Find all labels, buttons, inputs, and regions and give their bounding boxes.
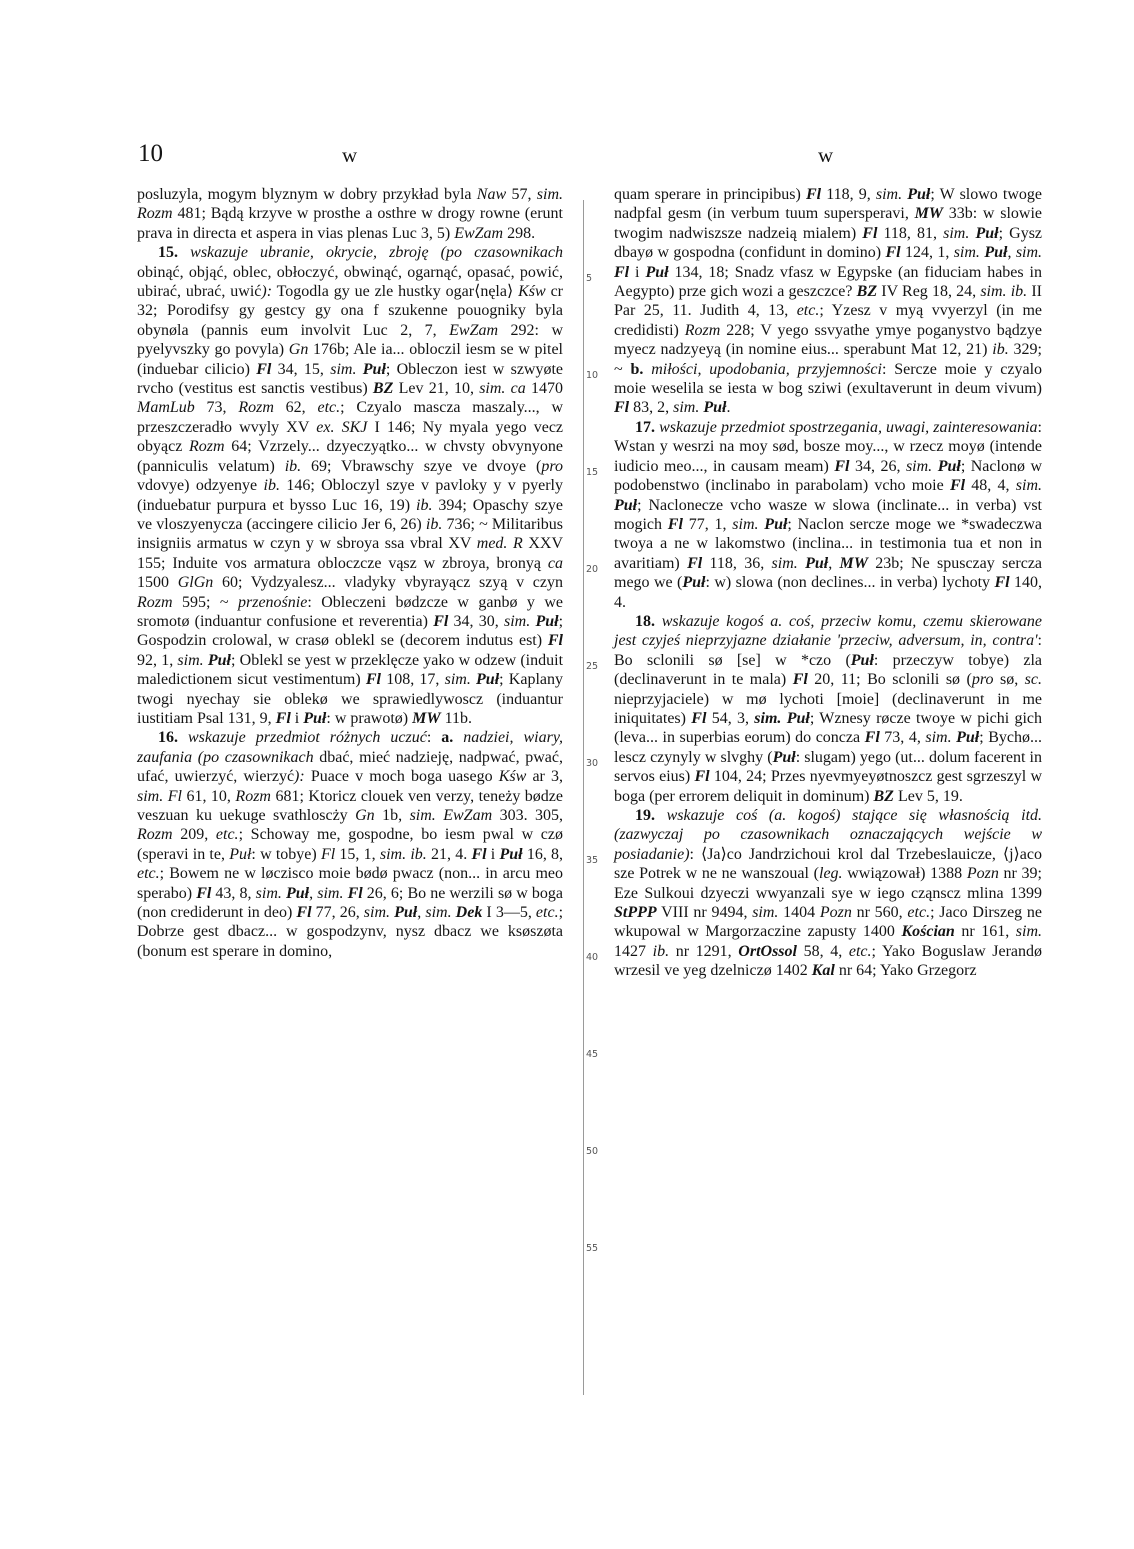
text-run: Fl (792, 671, 808, 689)
entry-paragraph (614, 418, 1042, 612)
text-run: R (513, 535, 523, 553)
text-run: 15, 1, (335, 845, 380, 863)
text-run: ; Schoway me, gospodne, bo iesm pwal w czø (speravi in te, (137, 826, 563, 863)
text-run: 16. (158, 729, 178, 747)
text-run: Pozn (819, 904, 852, 922)
line-number: 10 (586, 369, 599, 381)
text-run: Fl (167, 787, 182, 805)
text-run: Puł (535, 612, 559, 630)
text-run: 69; Vbrawschy szye ve dvoye ( (301, 457, 542, 475)
text-run: 54, 3, (706, 709, 755, 727)
text-run: Fl (834, 457, 850, 475)
text-run: 118, 81, (877, 224, 944, 242)
text-run: ; Dobrze gest dbacz... w gospodzynv, nysz dbacz we ksøszøta (bonum est sperare in domino, (137, 904, 564, 960)
text-run: 23b; Ne spusczay sercza mego we ( (614, 554, 1043, 592)
text-run: ib. (263, 477, 280, 495)
text-run: MamLub (137, 399, 195, 417)
text-run: Fl (885, 244, 901, 262)
text-run: sim. (425, 904, 452, 922)
text-run: EwZam (454, 224, 504, 242)
text-run: Pozn (966, 865, 999, 883)
text-run: : Wstan y wesrzi na moy sød, bosze moy..., w rzecz moyø (intende iudicio meo..., in causam meam) (614, 418, 1042, 475)
text-run: Fl (296, 904, 312, 922)
text-run: 20, 11; Bo sclonili sø ( (807, 671, 972, 689)
entry-paragraph (137, 185, 563, 243)
text-run: , (828, 554, 840, 572)
left-column (137, 185, 563, 1455)
text-run: Puł (394, 904, 418, 922)
text-run: IV Reg 18, 24, (877, 283, 981, 301)
text-run: sø, (993, 671, 1025, 689)
text-run: : (426, 729, 442, 747)
text-run: 595; ~ (172, 593, 238, 611)
text-run: sim. (137, 787, 164, 805)
text-run: 134, 18; Snadz vfasz w Egypske (an fiduciam habes in Aegypto) prze gich wozi a geszczce? (614, 263, 1042, 301)
page-number: 10 (138, 140, 163, 167)
text-run: I 3—5, (482, 904, 536, 922)
text-run: sim. (754, 709, 782, 727)
text-run: nr 560, (851, 904, 908, 922)
text-run: nadziei, wiary, zaufania (po czasownikach (137, 729, 564, 766)
text-run: Puł (956, 729, 980, 747)
line-number: 30 (586, 757, 599, 769)
text-run: 73, 4, (879, 729, 926, 747)
text-run: sim. (363, 904, 391, 922)
text-run: 77, 1, (682, 515, 733, 533)
text-run: 64; Vzrzely... dzyeczyątko... w chvsty obvynyone (panniculis velatum) (137, 438, 563, 475)
text-run: XXV 155; Induite vos armatura obloczcze vąsz w zbroya, bronyą (137, 535, 564, 572)
text-run: MW (412, 709, 441, 727)
text-run: pro (541, 457, 563, 475)
text-run: ; Yako Boguslaw Jerandø wrzesil ve yeg dzelniczø 1402 (614, 942, 1043, 980)
text-run: ): (294, 768, 305, 786)
line-number: 35 (586, 854, 599, 866)
text-run: : w prawotø) (326, 709, 413, 727)
running-headword-left: w (342, 143, 358, 167)
text-run: , (417, 904, 426, 922)
text-run: ; Gysz dbayø w gospodna (confidunt in domino) (614, 224, 1043, 262)
text-run: etc. (796, 302, 820, 320)
text-run: 34, 26, (849, 457, 906, 475)
text-run: Fl (687, 554, 703, 572)
text-run: nr 64; Yako Grzegorz (834, 962, 977, 980)
text-run: przenośnie (238, 593, 308, 611)
text-run (655, 613, 662, 630)
text-run: wskazuje przedmiot różnych uczuć (188, 729, 427, 747)
text-run: ar 3, (526, 768, 563, 786)
text-run: : Sercze moie y czyalo moie weselila se iesta w bog sziwi (exultaverunt in deum vivum) (614, 360, 1043, 398)
text-run: etc. (317, 399, 341, 417)
text-run: i (290, 709, 304, 727)
entry-paragraph (614, 185, 1042, 418)
text-run: Puace v moch boga uasego (304, 768, 499, 786)
text-run: sim. (379, 845, 407, 863)
text-run: sim. (255, 884, 282, 902)
text-run: sim. (953, 244, 980, 262)
text-run: nr 39; Eze Sulkoui dzyeczi wwyanzali sye w iego cząnscz mlina 1399 (614, 865, 1042, 902)
text-run: 228; V yego ssvyathe ymye poganystvo bądzye myecz nadzyeyą (in nomine eius... sperabunt Mat 12, 21) (614, 321, 1042, 359)
text-run: sim. (943, 224, 970, 242)
text-run: 16, 8, (522, 845, 564, 863)
text-run: GlGn (177, 574, 214, 592)
text-run: : ⟨Ja⟩co Jandrzichoui krol dal Trzebeslauicze, ⟨j⟩aco sze Potrek w ne ne wanszoual ( (614, 845, 1042, 883)
line-number: 5 (586, 272, 593, 284)
text-run: 1427 (614, 942, 653, 960)
text-run: ; Yzesz v myą vvyerzyl (in me credidisti) (614, 302, 1042, 339)
text-run: Puł (984, 244, 1008, 262)
text-run: Kal (811, 962, 835, 980)
text-run: 77, 26, (311, 904, 364, 922)
text-run: Fl (275, 709, 291, 727)
text-run: 58, 4, (796, 942, 849, 960)
text-run: 11b. (440, 709, 472, 727)
text-run: Kościan (901, 923, 955, 941)
text-run: vdovye) odzyenye (137, 477, 264, 495)
text-run (334, 419, 341, 436)
line-number: 40 (586, 951, 599, 963)
text-run: sc. (1024, 671, 1042, 689)
text-run: EwZam (443, 807, 493, 824)
text-run: Puł (764, 515, 788, 533)
text-run: nr 161, (954, 923, 1016, 941)
line-number: 45 (586, 1048, 599, 1060)
text-run (655, 807, 667, 824)
text-run: Puł (682, 574, 706, 592)
text-run: sim. (980, 283, 1007, 301)
text-run: ib. (992, 341, 1009, 359)
text-run: ca (547, 554, 563, 572)
text-run: 124, 1, (900, 244, 954, 262)
text-run: Fl (365, 671, 381, 689)
text-run: sim. (503, 612, 531, 630)
text-run: Puł (614, 496, 638, 514)
text-run: pro (971, 671, 994, 689)
line-number: 50 (586, 1145, 599, 1157)
text-run: 57, (506, 186, 537, 203)
text-run: 17. (635, 418, 655, 436)
text-run: 1500 (137, 574, 178, 592)
text-run: 19. (635, 807, 655, 824)
text-run: Dek (455, 904, 483, 922)
text-run: dbać, mieć nadzieję, nadpwać, pwać, ufać, uwierzyć, wierzyć (137, 748, 563, 786)
line-number: 25 (586, 660, 599, 672)
text-run: StPPP (614, 904, 657, 922)
text-run: wskazuje coś (a. kogoś) stające się własnością itd. (zazwyczaj po czasownikach oznaczających wejście w posiadanie) (614, 807, 1043, 863)
text-run: Rozm (189, 438, 225, 456)
text-run: Fl (994, 574, 1010, 592)
text-run: : w tobye) (251, 845, 321, 863)
text-run: Kśw (498, 768, 527, 786)
text-run: ; Naclonecze vcho wasze w slowa (inclinate... in verba) vst mogich (614, 496, 1042, 533)
text-run: Puł (207, 651, 231, 669)
text-run: ): (261, 283, 273, 301)
text-run: b. (630, 360, 644, 378)
text-run: Fl (196, 884, 212, 902)
text-run: 62, (273, 399, 318, 417)
text-run: miłości, upodobania, przyjemności (651, 360, 882, 378)
text-run: BZ (873, 787, 894, 805)
text-run: 26, 6; Bo ne werzili sø w boga (non crediderunt in deo) (137, 884, 564, 922)
text-run: ib. (425, 515, 443, 533)
text-run: : Bo sclonili sø [se] w *czo ( (614, 632, 1042, 669)
line-number: 15 (586, 466, 599, 478)
text-run: VIII nr 9494, (656, 904, 753, 922)
text-run: MW (914, 205, 944, 223)
text-run (178, 244, 190, 261)
text-run: Puł (476, 671, 500, 689)
text-run: 108, 17, (381, 671, 445, 689)
text-run: sim. (479, 380, 506, 398)
text-run: Fl (691, 709, 707, 727)
text-run (453, 729, 463, 746)
text-run: sim. (177, 651, 204, 669)
text-run: I 146; Ny myala yego vecz obyącz (137, 418, 564, 456)
text-run: Rozm (684, 321, 721, 339)
text-run: 118, 36, (702, 554, 772, 572)
text-run: Rozm (137, 205, 173, 223)
text-run: Puł (772, 748, 796, 766)
text-run: Fl (547, 632, 563, 650)
text-run: , (1007, 244, 1016, 262)
text-run: i (486, 845, 500, 863)
text-run: BZ (856, 283, 878, 301)
text-run: Puł (362, 360, 386, 378)
text-run: ex. (316, 418, 335, 436)
text-run: 292: w pyelyvszky go povyla) (137, 321, 564, 359)
text-run: Puł (786, 709, 810, 727)
text-run: wskazuje kogoś a. coś, przeciw komu, czemu skierowane jest czyjeś nieprzyjazne działanie 'przeciw, adversum, in, contra' (614, 612, 1042, 650)
text-run: obinąć, objąć, oblec, obłoczyć, obwinąć, ogarnąć, opasać, powić, ubirać, ubrać, uwić (137, 263, 563, 301)
text-run: . (726, 399, 731, 417)
text-run: Fl (320, 845, 336, 863)
text-run: quam sperare in principibus) (614, 186, 806, 203)
text-run: ib. (416, 496, 433, 514)
text-run: nieprzyjaciele) w mø lychoti [moie] (declinaverunt in me iniquitates) (614, 690, 1042, 727)
text-run: Rozm (238, 399, 274, 417)
text-run: : w) slowa (non declines... in verba) lychoty (705, 574, 995, 592)
text-run: sim. (673, 399, 700, 417)
text-run: , (309, 884, 318, 902)
line-number: 55 (586, 1242, 599, 1254)
text-run: ; Czyalo mascza maszaly..., w przeszczeradło wvyly XV (137, 399, 564, 436)
text-run: Fl (614, 263, 630, 281)
text-run: i (629, 263, 646, 281)
text-run: Puł (229, 845, 252, 863)
text-run: med. (476, 535, 508, 553)
running-headword-right: w (818, 143, 834, 167)
text-run: 140, 4. (614, 574, 1043, 611)
text-run: Fl (614, 399, 630, 417)
text-run: etc. (137, 865, 160, 883)
text-run: 394; Opaschy szye ve vloszyenycza (accingere cilicio Jer 6, 26) (137, 496, 564, 533)
text-run: Lev 21, 10, (393, 380, 480, 398)
text-run: Lev 5, 19. (893, 787, 963, 805)
text-run: 21, 4. (426, 845, 472, 863)
text-run: sim. (752, 904, 779, 922)
text-run: Gn (355, 807, 375, 824)
text-run: 43, 8, (211, 884, 256, 902)
text-run: Fl (862, 224, 878, 242)
text-run: 736; ~ Militaribus insigniis armatus w czyn y w sbroya ssa vbral XV (137, 515, 563, 553)
text-run: Puł (285, 884, 310, 902)
text-run: sim. (444, 671, 471, 689)
text-run (798, 555, 805, 572)
text-run: 34, 30, (448, 612, 504, 630)
text-run: sim. (409, 807, 436, 824)
text-run: Fl (694, 768, 710, 786)
text-run: 83, 2, (629, 399, 674, 417)
text-run: etc. (848, 942, 872, 960)
text-run: ; Kaplany twogi nyechay sie oblekø we sprawiedlywoscz (induantur iustitiam Psal 131, 9, (137, 671, 564, 727)
text-run: 481; Bądą krzyve w prosthe a osthre w drogy rowne (erunt prava in directa et aspera in vias plenas Luc 3, 5) (137, 205, 563, 242)
text-run: ; Jaco Dirszeg ne wkupowal w Margorzaczine zapusty 1400 (614, 904, 1043, 941)
text-run: 146; Obloczyl szye v pavloky y v pyerly (induebatur purpura et bysso Luc 16, 19) (137, 477, 564, 514)
column-divider (583, 200, 584, 1395)
text-run: Fl (667, 515, 683, 533)
text-run: ; Bowem ne w løczisco moie bødø pwacz (non... in arcu meo sperabo) (137, 865, 563, 902)
text-run: Rozm (137, 593, 173, 611)
text-run: : slugam) yego (ut... dolum facerent in servos eius) (614, 748, 1042, 786)
text-run: Puł (907, 186, 931, 203)
text-run: 15. (158, 244, 178, 262)
text-run: sim. (905, 457, 933, 475)
text-run: Puł (805, 554, 829, 572)
text-run: 73, (194, 399, 239, 417)
text-run: Puł (499, 845, 523, 863)
text-run: Puł (937, 457, 961, 475)
text-run: 33b: w slowie twogim nadwiszsze nadzeią mialem) (614, 205, 1042, 242)
text-run: 34, 15, (271, 360, 331, 378)
text-run: etc. (215, 826, 239, 844)
text-run: Puł (703, 399, 727, 417)
text-run: 18. (635, 612, 655, 630)
text-run: ; Gospodzin crolowal, w crasø oblekl se (decorem indutus est) (137, 612, 564, 650)
text-run: ; W slowo twoge nadpfal gesm (in verbum tuum supersperavi, (614, 186, 1043, 223)
text-run: sim. (317, 884, 344, 902)
text-run: ; Wznesy røcze twoye w pichi gich (leva... in superbias eorum) do concza (614, 709, 1043, 747)
text-run: sim. (1015, 923, 1043, 941)
text-run: 104, 24; Przes nyevmyeyøtnoszcz gest sgrzeszyl w boga (per errorem deliquit in dominum) (614, 768, 1042, 805)
text-run: 329; ~ (614, 341, 1043, 378)
text-run: Gn (288, 341, 309, 359)
text-run: EwZam (449, 321, 499, 339)
text-run: Fl (864, 729, 880, 747)
text-run: Kśw (518, 283, 546, 301)
text-run: BZ (372, 380, 394, 398)
text-run: a. (441, 729, 454, 747)
text-run: Togodla gy ue zle hustky ogar⟨nęla⟩ (272, 283, 519, 301)
text-run: ; Naclonø w podobenstwo (inclinabo in parabolam) vcho moie (614, 457, 1043, 495)
text-run: 1b, (374, 807, 410, 824)
line-number: 20 (586, 563, 599, 575)
text-run: II Par 25, 11. Judith 4, 13, (614, 283, 1042, 320)
text-run: etc. (535, 904, 559, 922)
text-run: Fl (256, 360, 272, 378)
text-run: ; Naclon sercze moge we *swadeczwa twoya a ne w lakomstwo (inclina... in testimonia tua et non in avaritiam) (614, 515, 1043, 572)
text-run: ; Bychø... lescz czynyly w slvghy ( (614, 729, 1042, 766)
text-run: Rozm (235, 787, 271, 805)
text-run: Fl (805, 186, 822, 203)
text-run: sim. (925, 729, 952, 747)
text-run: MW (839, 554, 868, 572)
text-run: ca (510, 380, 526, 398)
text-run: 303. 305, (492, 807, 564, 824)
text-run: Puł (850, 651, 874, 669)
text-run: wskazuje ubranie, okrycie, zbroję (po czasownikach (190, 244, 564, 262)
text-run: leg. (819, 865, 843, 883)
text-run: Puł (645, 263, 669, 281)
text-run: Fl (347, 884, 363, 902)
text-run: sim. (875, 186, 903, 203)
text-run: posluzyla, mogym blyznym w dobry przykład byla (137, 186, 477, 203)
text-run: : Obleczeni bødzcze w ganbø y we sromotø (induantur confusione et reverentia) (137, 593, 564, 630)
text-run: Fl (471, 845, 487, 863)
text-run: 1404 (778, 904, 820, 922)
text-run: 209, (172, 826, 216, 844)
text-run: sim. (1015, 477, 1042, 495)
entry-paragraph (137, 728, 563, 961)
right-column (614, 185, 1042, 1455)
text-run: Rozm (137, 826, 173, 844)
text-run: ; Oblekl se yest w przeklęcze yako w odzew (induit maledictionem sicut vestimentum) (137, 651, 564, 689)
text-run: 61, 10, (181, 787, 236, 805)
text-run: ib. (1010, 283, 1028, 301)
text-run: 92, 1, (137, 651, 178, 669)
text-run: OrtOssol (738, 942, 797, 960)
text-run: 176b; Ale ia... obloczil iesm se w pitel (induebar cilicio) (137, 341, 563, 378)
text-run: Naw (476, 186, 507, 203)
text-run: : przeczyw tobye) zla (declinaverunt in te mala) (614, 651, 1042, 689)
text-run: ib. (652, 942, 670, 960)
text-run: nr 1291, (669, 942, 739, 960)
text-run: wskazuje przedmiot spostrzegania, uwagi, zainteresowania (659, 418, 1038, 436)
text-run: ib. (410, 845, 427, 863)
text-run: 681; Ktoricz clouek ven verzy, teneży bødze veszuan ku uekuge svathloscży (137, 787, 564, 824)
text-run: ib. (284, 457, 302, 475)
text-run: wwiązował) 1388 (842, 865, 967, 883)
text-run: 48, 4, (965, 477, 1016, 495)
text-run: 118, 9, (821, 186, 876, 203)
text-run: 298. (503, 224, 536, 242)
text-run: sim. (330, 360, 357, 378)
text-run: sim. (771, 554, 798, 572)
text-run: Puł (303, 709, 327, 727)
text-run: sim. (536, 186, 563, 203)
text-run: ; Obleczon iest w szwyøte rvcho (vestitus est sanctis vestibus) (137, 360, 564, 398)
text-run: SKJ (341, 418, 368, 436)
text-run: Puł (975, 224, 999, 242)
text-run: Fl (949, 477, 966, 495)
text-run: 1470 (525, 380, 563, 398)
entry-paragraph (614, 806, 1042, 981)
entry-paragraph (614, 612, 1042, 806)
entry-paragraph (137, 243, 563, 728)
text-run: Fl (433, 612, 449, 630)
text-run: sim. (732, 515, 759, 533)
text-run (178, 729, 188, 746)
text-run: etc. (907, 904, 931, 922)
text-run: cr 32; Porodifsy gy gestcy gy ona f szukenne pouogniky byla obynøla (pannis eum involvit Luc 2, 7, (137, 283, 563, 339)
text-run: 60; Vydzyalesz... vladyky vbyrayącz szyą v czyn (213, 574, 563, 592)
text-run: sim. (1015, 244, 1043, 262)
